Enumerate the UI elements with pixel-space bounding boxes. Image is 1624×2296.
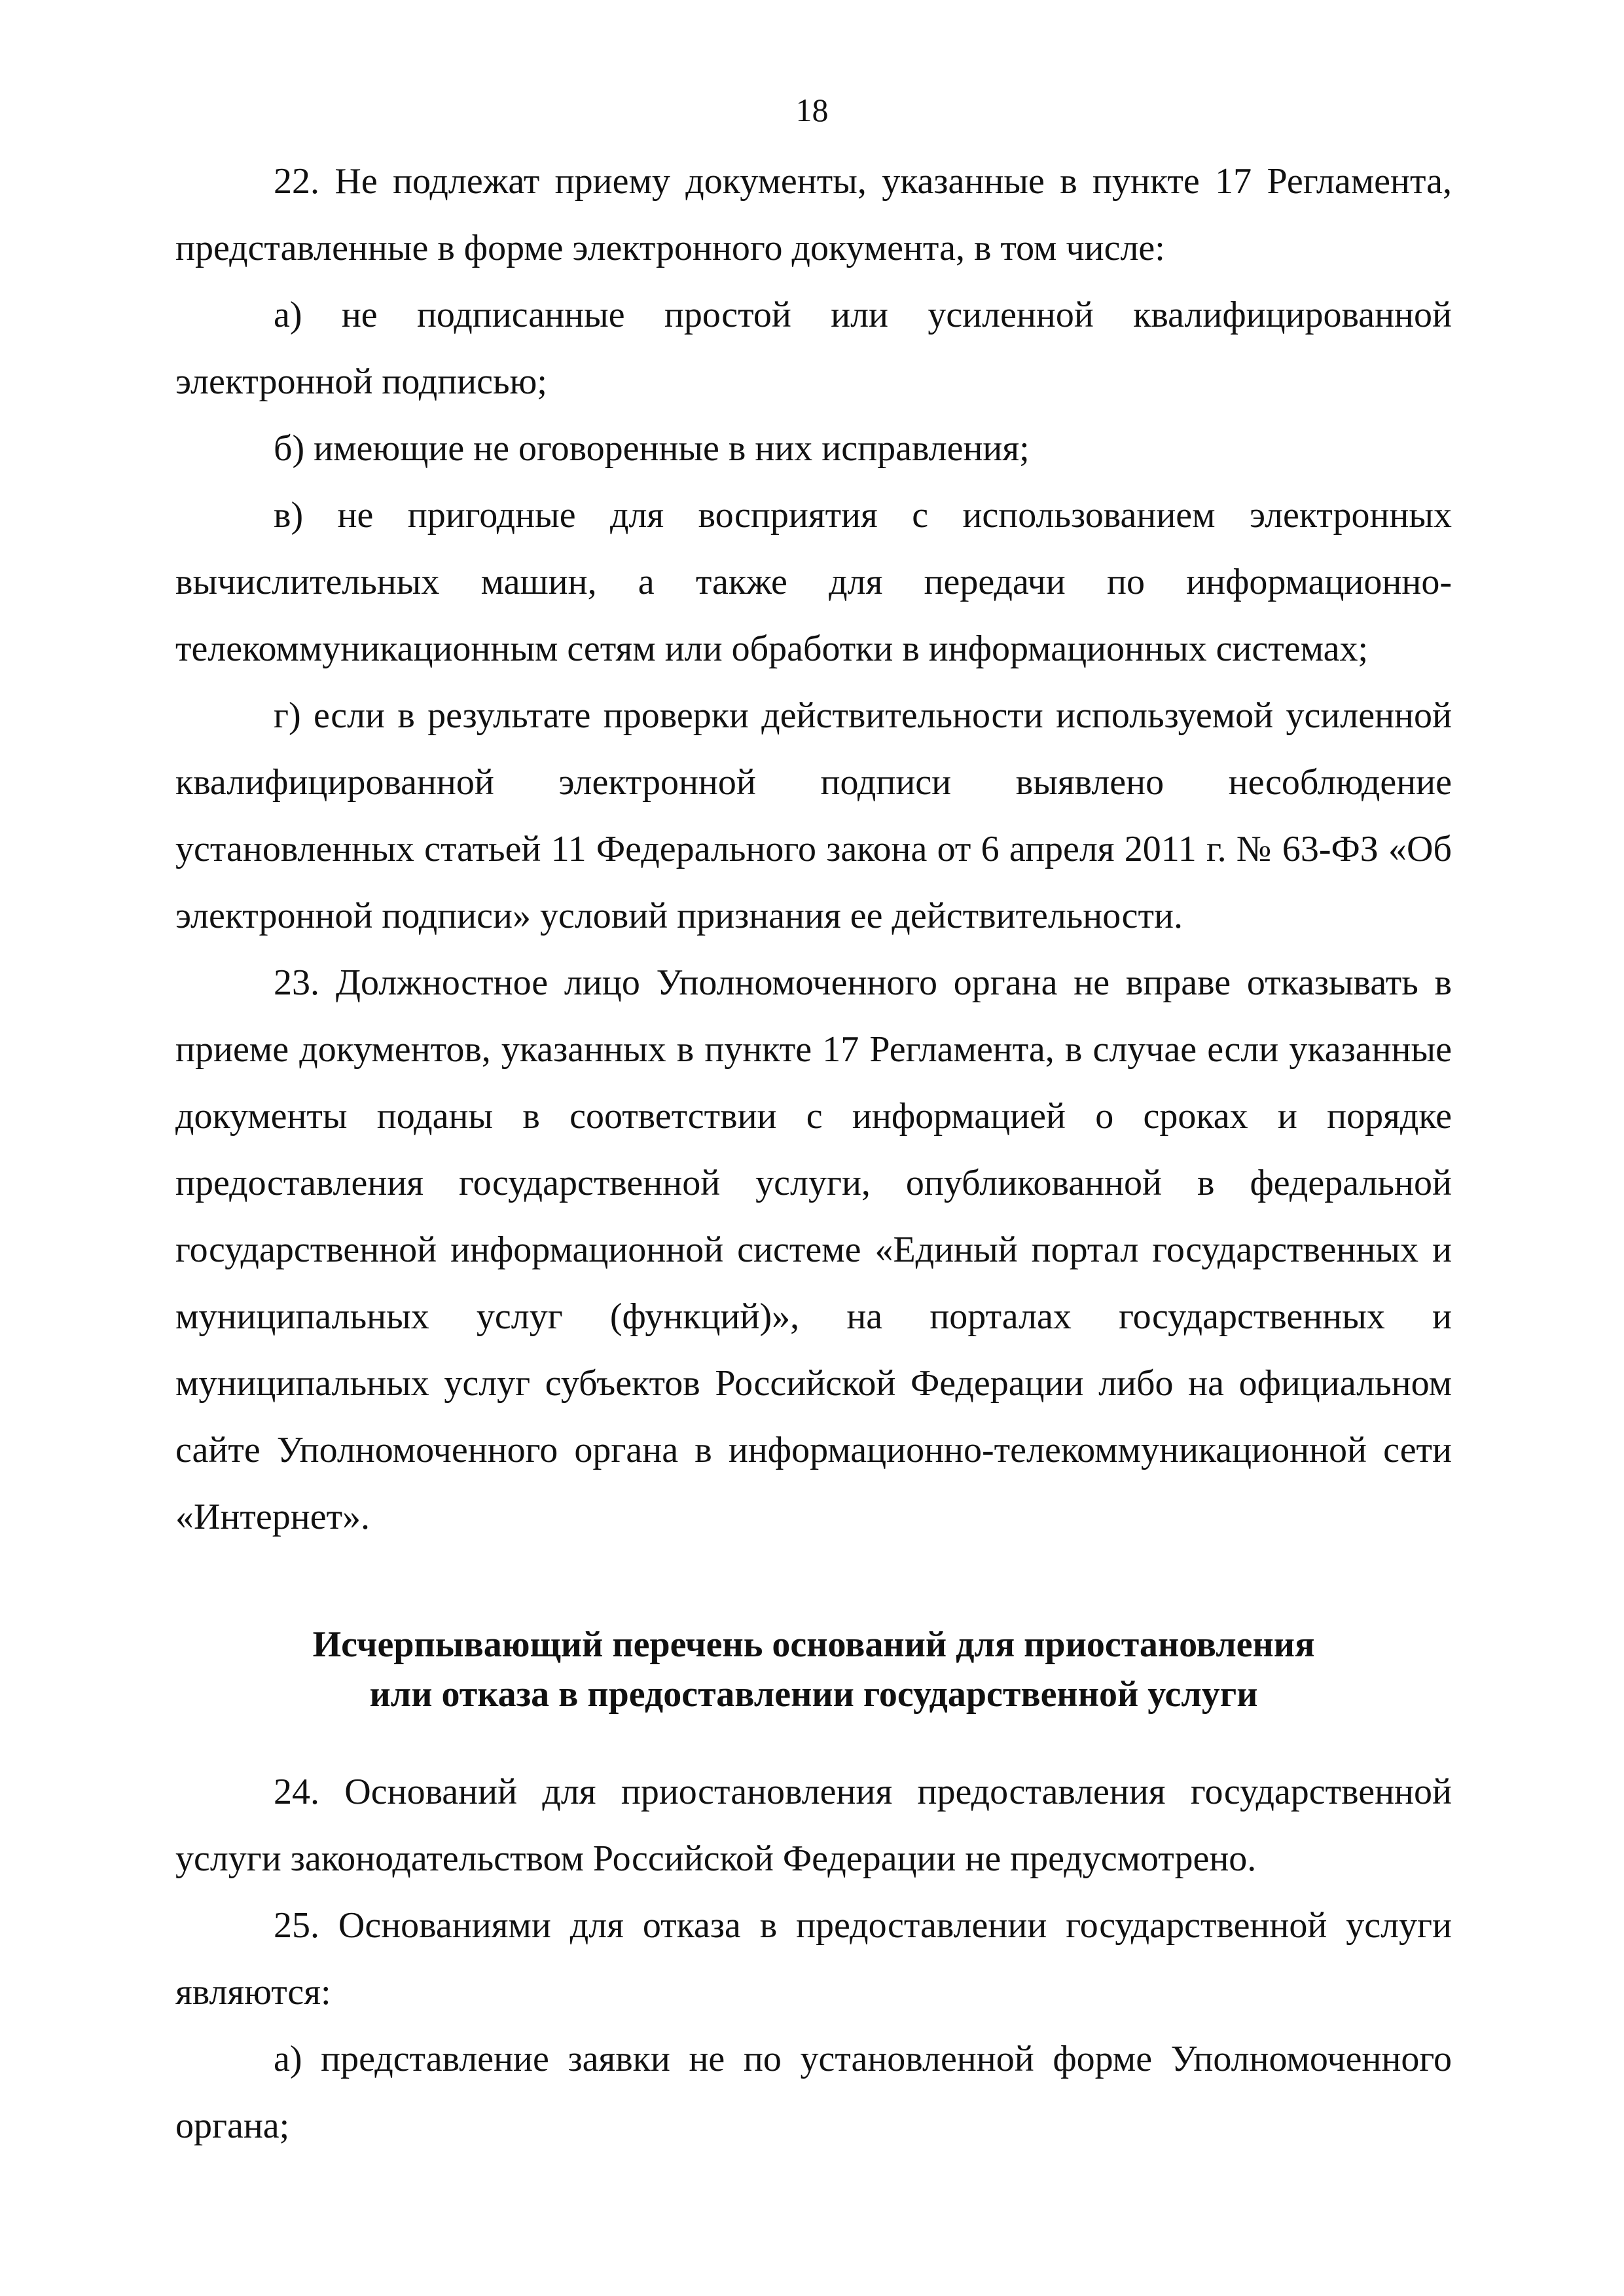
paragraph-24: 24. Оснований для приостановления предоставления государственной услуги законодательством Российской Федерации не предусмотрено. [175,1772,1452,1879]
paragraph-23: 23. Должностное лицо Уполномоченного органа не вправе отказывать в приеме документов, указанных в пункте 17 Регламента, в случае если указанные документы поданы в соответствии с информацией о сроках и порядке предоставления государственной услуги, опубликованной в федеральной государственной информационной системе «Единый портал государственных и муниципальных услуг (функций)», на порталах государственных и муниципальных услуг субъектов Российской Федерации либо на официальном сайте Уполномоченного органа в информационно-телекоммуникационной сети «Интернет». [175,962,1452,1537]
document-body [175,148,1452,2159]
item-22-b: б) имеющие не оговоренные в них исправления; [274,428,1030,469]
section-heading-line-1: Исчерпывающий перечень оснований для приостановления [312,1624,1315,1665]
page-number: 18 [795,92,829,128]
item-22-g: г) если в результате проверки действительности используемой усиленной квалифицированной электронной подписи выявлено несоблюдение установленных статьей 11 Федерального закона от 6 апреля 2011 г. № 63-ФЗ «Об электронной подписи» условий признания ее действительности. [175,695,1452,936]
item-22-v: в) не пригодные для восприятия с использованием электронных вычислительных машин, а также для передачи по информационно-телекоммуникационным сетям или обработки в информационных системах; [175,495,1452,669]
paragraph-22: 22. Не подлежат приему документы, указанные в пункте 17 Регламента, представленные в форме электронного документа, в том числе: [175,161,1452,268]
item-25-a: а) представление заявки не по установленной форме Уполномоченного органа; [175,2039,1452,2146]
section-heading-line-2: или отказа в предоставлении государственной услуги [369,1674,1258,1715]
item-22-a: а) не подписанные простой или усиленной квалифицированной электронной подписью; [175,295,1452,402]
paragraph-25: 25. Основаниями для отказа в предоставлении государственной услуги являются: [175,1905,1452,2013]
section-heading [175,1550,1452,1758]
